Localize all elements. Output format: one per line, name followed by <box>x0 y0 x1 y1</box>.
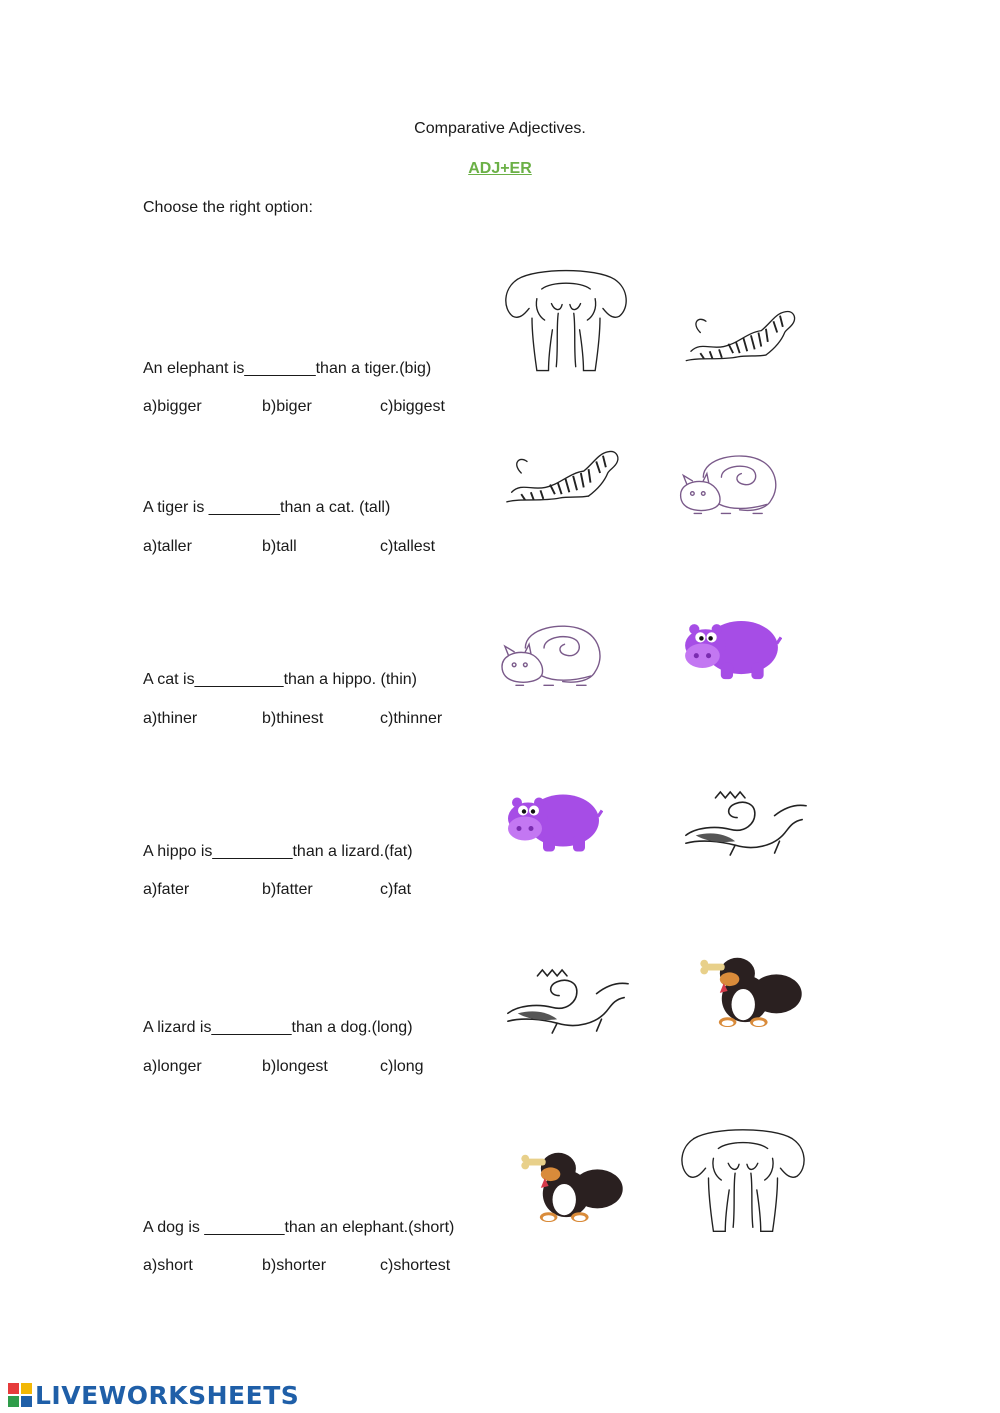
question-6-option-b[interactable]: b)shorter <box>262 1257 327 1274</box>
page-subtitle: ADJ+ER <box>468 160 532 177</box>
question-4-option-b[interactable]: b)fatter <box>262 881 313 898</box>
question-6-option-a[interactable]: a)short <box>143 1257 193 1274</box>
question-6-option-c[interactable]: c)shortest <box>380 1257 451 1274</box>
footer-logo-text: LIVEWORKSHEETS <box>35 1380 300 1410</box>
tiger-image <box>502 434 627 512</box>
cat-image <box>672 450 798 518</box>
question-5-option-a[interactable]: a)longer <box>143 1058 202 1075</box>
elephant-image <box>498 268 634 378</box>
instruction: Choose the right option: <box>143 199 313 216</box>
question-5-option-b[interactable]: b)longest <box>262 1058 328 1075</box>
lizard-image <box>498 963 636 1039</box>
dog-image <box>518 1145 628 1223</box>
question-2-text: A tiger is ________than a cat. (tall) <box>143 499 391 516</box>
hippo-image <box>680 606 782 684</box>
question-3-option-c[interactable]: c)thinner <box>380 710 443 727</box>
tiger-image <box>680 295 805 370</box>
question-3-option-b[interactable]: b)thinest <box>262 710 324 727</box>
lizard-image <box>676 786 814 860</box>
question-5-text: A lizard is_________than a dog.(long) <box>143 1019 413 1036</box>
question-4-option-a[interactable]: a)fater <box>143 881 190 898</box>
question-1-text: An elephant is________than a tiger.(big) <box>143 360 432 377</box>
question-2-option-c[interactable]: c)tallest <box>380 538 436 555</box>
question-2-option-a[interactable]: a)taller <box>143 538 192 555</box>
page-title: Comparative Adjectives. <box>414 120 586 137</box>
question-4-text: A hippo is_________than a lizard.(fat) <box>143 843 413 860</box>
liveworksheets-logo-icon <box>8 1383 32 1407</box>
question-6-text: A dog is _________than an elephant.(short) <box>143 1219 455 1236</box>
cat-image <box>497 620 619 690</box>
footer-logo[interactable] <box>8 1380 299 1410</box>
question-1-option-b[interactable]: b)biger <box>262 398 312 415</box>
question-1-option-c[interactable]: c)biggest <box>380 398 445 415</box>
question-2-option-b[interactable]: b)tall <box>262 538 297 555</box>
dog-image <box>697 950 807 1028</box>
question-4-option-c[interactable]: c)fat <box>380 881 412 898</box>
question-5-option-c[interactable]: c)long <box>380 1058 424 1075</box>
question-3-option-a[interactable]: a)thiner <box>143 710 198 727</box>
hippo-image <box>503 780 603 856</box>
elephant-image <box>674 1128 812 1238</box>
question-3-text: A cat is__________than a hippo. (thin) <box>143 671 417 688</box>
question-1-option-a[interactable]: a)bigger <box>143 398 202 415</box>
